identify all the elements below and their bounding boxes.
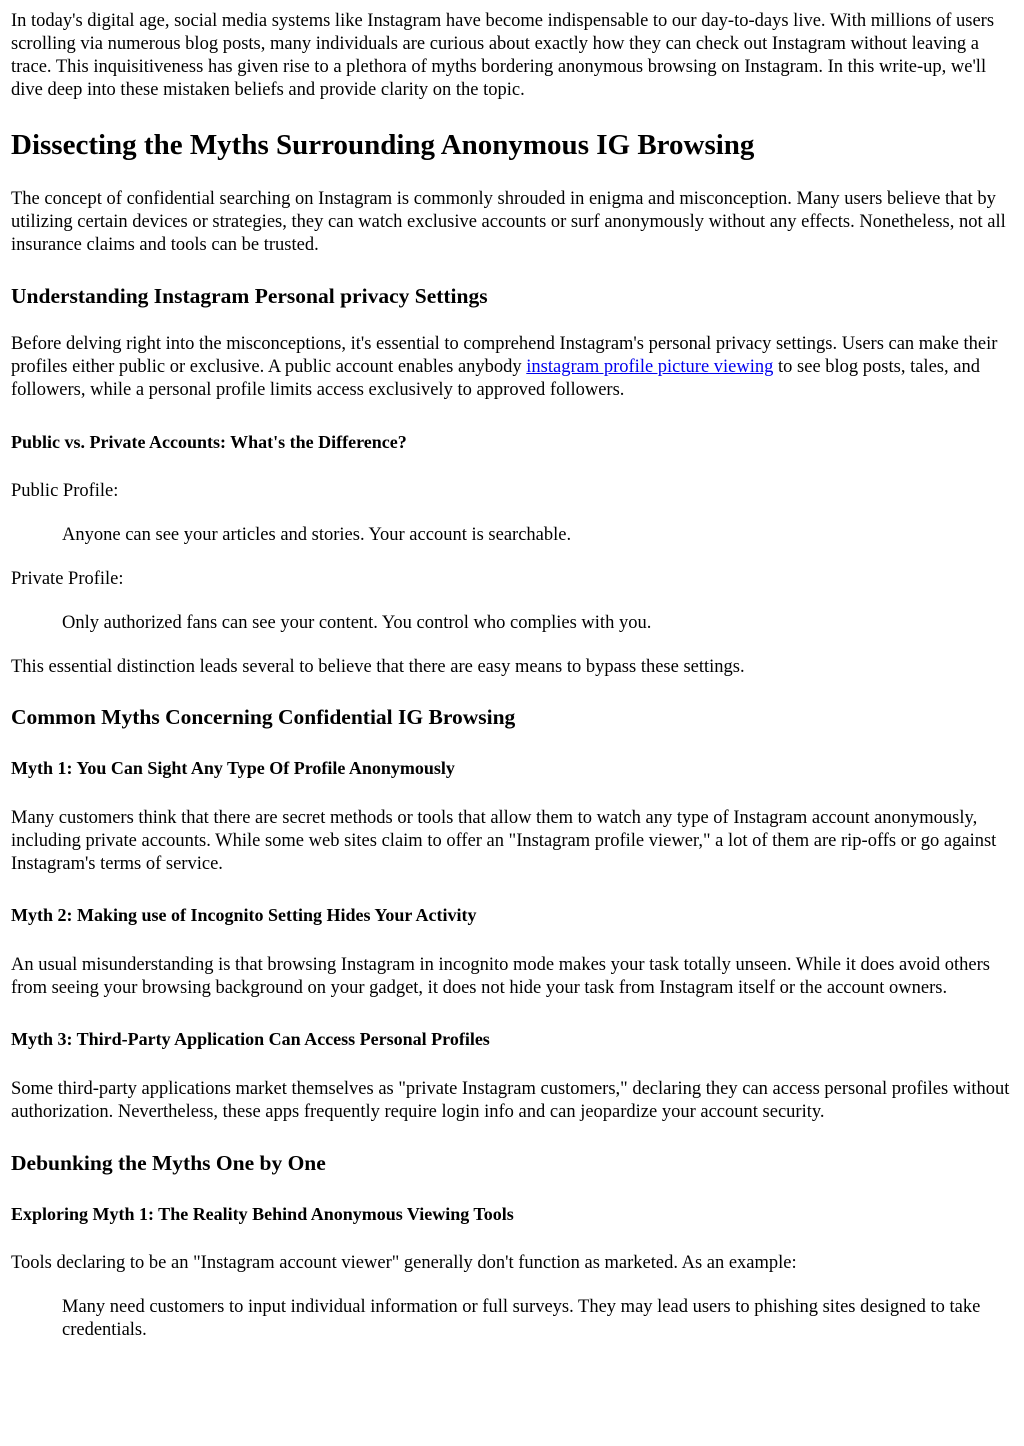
privacy-settings-heading: Understanding Instagram Personal privacy Settings [11, 284, 488, 308]
myth3-paragraph: Some third-party applications market themselves as "private Instagram customers," declaring they can access personal profiles without authorization. Nevertheless, these apps frequently require login info and can jeopardize your account security. [11, 1079, 1010, 1122]
main-heading: Dissecting the Myths Surrounding Anonymous IG Browsing [11, 129, 755, 161]
explore-myth1-paragraph: Tools declaring to be an "Instagram account viewer" generally don't function as marketed. As an example: [11, 1253, 797, 1273]
myth1-paragraph: Many customers think that there are secret methods or tools that allow them to watch any type of Instagram account anonymously, including private accounts. While some web sites claim to offer an "Instagram profile viewer," a lot of them are rip-offs or go against Instagram's terms of service. [11, 808, 997, 874]
concept-paragraph: The concept of confidential searching on Instagram is commonly shrouded in enigma and misconception. Many users believe that by utilizing certain devices or strategies, they can watch exclusive accounts or surf anonymously without any effects. Nonetheless, not all insurance claims and tools can be trusted. [11, 189, 1006, 255]
public-profile-description: Anyone can see your articles and stories. Your account is searchable. [62, 525, 572, 545]
distinction-paragraph: This essential distinction leads several to believe that there are easy means to bypass these settings. [11, 657, 745, 677]
privacy-paragraph [11, 333, 1014, 402]
myth2-paragraph: An usual misunderstanding is that browsing Instagram in incognito mode makes your task totally unseen. While it does avoid others from seeing your browsing background on your gadget, it does not hide your task from Instagram itself or the account owners. [11, 955, 990, 998]
common-myths-heading: Common Myths Concerning Confidential IG Browsing [11, 705, 516, 729]
privacy-text-before: Before delving right into the misconceptions, it's essential to comprehend Instagram's personal privacy settings. Users can make their profiles either public or exclusive. A public account enables anybody [11, 334, 998, 377]
explore-myth1-example: Many need customers to input individual information or full surveys. They may lead users to phishing sites designed to take credentials. [62, 1297, 981, 1340]
debunking-heading: Debunking the Myths One by One [11, 1151, 326, 1175]
privacy-text-after: to see blog posts, tales, and followers, while a personal profile limits access exclusively to approved followers. [11, 357, 980, 400]
explore-myth1-heading: Exploring Myth 1: The Reality Behind Anonymous Viewing Tools [11, 1204, 514, 1224]
myth3-heading: Myth 3: Third-Party Application Can Access Personal Profiles [11, 1029, 490, 1049]
myth2-heading: Myth 2: Making use of Incognito Setting Hides Your Activity [11, 905, 477, 925]
private-profile-description: Only authorized fans can see your content. You control who complies with you. [62, 613, 652, 633]
profile-picture-viewing-link[interactable]: instagram profile picture viewing [526, 357, 774, 377]
private-profile-label: Private Profile: [11, 569, 124, 589]
public-vs-private-heading: Public vs. Private Accounts: What's the Difference? [11, 432, 407, 452]
intro-paragraph: In today's digital age, social media systems like Instagram have become indispensable to our day-to-days live. With millions of users scrolling via numerous blog posts, many individuals are curious about exactly how they can check out Instagram without leaving a trace. This inquisitiveness has given rise to a plethora of myths bordering anonymous browsing on Instagram. In this write-up, we'll dive deep into these mistaken beliefs and provide clarity on the topic. [11, 11, 995, 100]
myth1-heading: Myth 1: You Can Sight Any Type Of Profile Anonymously [11, 758, 455, 778]
public-profile-label: Public Profile: [11, 481, 119, 501]
